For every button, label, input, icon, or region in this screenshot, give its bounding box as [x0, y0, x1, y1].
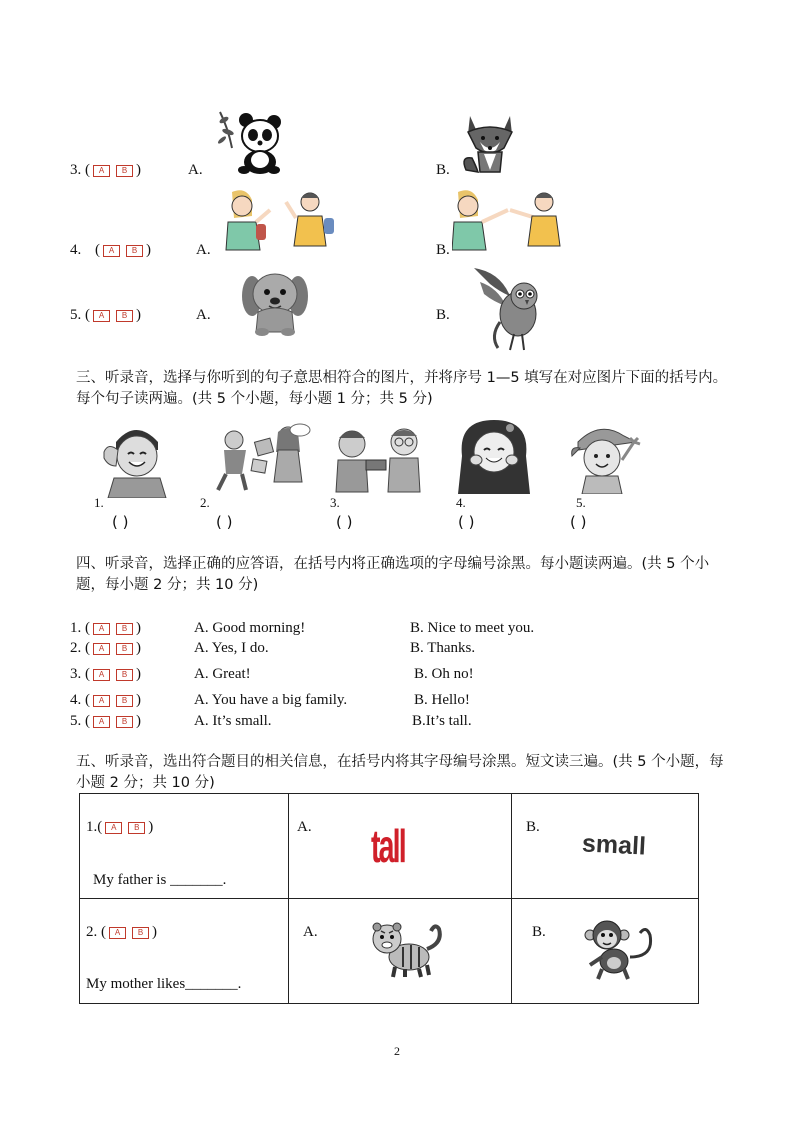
- s3-answer-blank-1[interactable]: ( ): [112, 513, 129, 531]
- paren: (: [95, 242, 100, 258]
- section-4-instructions: 四、听录音，选择正确的应答语，在括号内将正确选项的字母编号涂黑。每小题读两遍。(共 5 个小题，每小题 2 分；共 10 分): [76, 556, 710, 593]
- s3-answer-blank-5[interactable]: ( ): [570, 513, 587, 531]
- s3-num-2: 2.: [200, 495, 210, 510]
- s5-question-2: [86, 923, 157, 941]
- option-bubble-b[interactable]: B: [116, 165, 133, 177]
- paren: ): [136, 307, 141, 323]
- q2-num: 3.: [70, 162, 82, 178]
- q2-num: 5.: [70, 307, 82, 323]
- q2-option-a-label: A.: [196, 307, 211, 323]
- option-bubble-b[interactable]: B: [116, 643, 133, 655]
- paren: ): [148, 819, 154, 835]
- boy-listening-icon: [100, 422, 174, 498]
- option-bubble-a[interactable]: A: [105, 822, 122, 834]
- small-word: small: [581, 829, 647, 861]
- s5-question-1: [86, 818, 153, 836]
- option-bubble-a[interactable]: A: [93, 716, 110, 728]
- q2-option-b-label: B.: [436, 242, 450, 258]
- bird-icon: [470, 262, 546, 352]
- paren: (: [85, 162, 90, 178]
- s4-question-2: [70, 639, 141, 657]
- s4-num: 4.: [70, 692, 82, 708]
- paren: ): [136, 666, 141, 682]
- s4-option-b: B.It’s tall.: [412, 713, 472, 729]
- paren: (: [85, 692, 90, 708]
- s5-option-a-cell[interactable]: [289, 899, 512, 1004]
- s3-num-3: 3.: [330, 495, 340, 510]
- q2-num: 4.: [70, 242, 82, 258]
- s5-option-a-label: A.: [297, 819, 312, 835]
- panda-icon: [214, 108, 286, 176]
- paren: ): [136, 713, 141, 729]
- page-number: 2: [394, 1044, 400, 1058]
- s5-question-cell: [80, 794, 289, 899]
- monkey-icon: [584, 917, 656, 981]
- paren: ): [152, 924, 157, 940]
- q2-option-b-label: B.: [436, 307, 450, 323]
- q2-option-a-label: A.: [188, 162, 203, 178]
- option-bubble-b[interactable]: B: [116, 716, 133, 728]
- section-5-instructions: 五、听录音，选出符合题目的相关信息，在括号内将其字母编号涂黑。短文读三遍。(共 5 个小题，每小题 2 分；共 10 分): [76, 754, 724, 791]
- paren: (: [85, 666, 90, 682]
- s4-option-a: A. You have a big family.: [194, 692, 348, 708]
- option-bubble-b[interactable]: B: [126, 245, 143, 257]
- q2-option-b-label: B.: [436, 162, 450, 178]
- paren: (: [85, 620, 90, 636]
- s5-option-b-cell[interactable]: [512, 899, 699, 1004]
- option-bubble-a[interactable]: A: [93, 310, 110, 322]
- s4-option-b: B. Thanks.: [410, 640, 476, 656]
- s4-num: 1.: [70, 620, 82, 636]
- s4-question-5: [70, 712, 141, 730]
- s5-option-a-cell[interactable]: [289, 794, 512, 899]
- section-5-table: [79, 793, 699, 1004]
- dog-icon: [238, 270, 312, 336]
- tiger-icon: [369, 919, 445, 979]
- s4-option-a: A. Great!: [194, 666, 251, 682]
- fox-icon: [460, 112, 520, 176]
- s3-answer-blank-2[interactable]: ( ): [216, 513, 233, 531]
- s3-num-1: 1.: [94, 495, 104, 510]
- q2-option-a-label: A.: [196, 242, 211, 258]
- girl-smiling-icon: [454, 416, 534, 496]
- s4-question-3: [70, 665, 141, 683]
- s4-num: 3.: [70, 666, 82, 682]
- s4-option-b: B. Oh no!: [414, 666, 474, 682]
- option-bubble-a[interactable]: A: [109, 927, 126, 939]
- s3-num-4: 4.: [456, 495, 466, 510]
- paren: (: [97, 819, 103, 835]
- s4-option-a: A. It’s small.: [194, 713, 272, 729]
- two-boys-icon: [328, 426, 428, 494]
- option-bubble-a[interactable]: A: [93, 695, 110, 707]
- q2-row-3: [70, 161, 141, 179]
- option-bubble-b[interactable]: B: [116, 695, 133, 707]
- s4-question-1: [70, 619, 141, 637]
- kids-highfive-icon: [452, 188, 572, 252]
- kids-waving-icon: [222, 188, 354, 252]
- s5-option-b-label: B.: [526, 819, 540, 835]
- s5-sentence: My mother likes_______.: [86, 976, 242, 992]
- option-bubble-b[interactable]: B: [128, 822, 145, 834]
- section-3-instructions: 三、听录音，选择与你听到的句子意思相符合的图片，并将序号 1—5 填写在对应图片下面的括号内。每个句子读两遍。(共 5 个小题，每小题 1 分；共 5 分): [76, 370, 728, 407]
- s5-sentence: My father is _______.: [93, 872, 227, 888]
- paren: (: [101, 924, 106, 940]
- table-row: [80, 899, 699, 1004]
- s5-option-a-label: A.: [303, 924, 318, 940]
- option-bubble-b[interactable]: B: [116, 310, 133, 322]
- q2-row-4: [70, 241, 151, 259]
- paren: (: [85, 307, 90, 323]
- tall-word: tall: [371, 820, 405, 872]
- option-bubble-a[interactable]: A: [103, 245, 120, 257]
- option-bubble-a[interactable]: A: [93, 643, 110, 655]
- s4-option-b: B. Nice to meet you.: [410, 620, 535, 636]
- option-bubble-a[interactable]: A: [93, 623, 110, 635]
- s4-option-a: A. Good morning!: [194, 620, 306, 636]
- option-bubble-a[interactable]: A: [93, 165, 110, 177]
- s4-option-b: B. Hello!: [414, 692, 470, 708]
- s3-answer-blank-3[interactable]: ( ): [336, 513, 353, 531]
- s4-question-4: [70, 691, 141, 709]
- s5-option-b-cell[interactable]: [512, 794, 699, 899]
- option-bubble-b[interactable]: B: [132, 927, 149, 939]
- option-bubble-b[interactable]: B: [116, 669, 133, 681]
- s5-option-b-label: B.: [532, 924, 546, 940]
- option-bubble-a[interactable]: A: [93, 669, 110, 681]
- boy-cap-icon: [568, 420, 648, 494]
- paren: ): [136, 162, 141, 178]
- s4-option-a: A. Yes, I do.: [194, 640, 269, 656]
- s3-answer-blank-4[interactable]: ( ): [458, 513, 475, 531]
- s4-num: 5.: [70, 713, 82, 729]
- paren: ): [136, 692, 141, 708]
- paren: (: [85, 713, 90, 729]
- paren: ): [136, 620, 141, 636]
- s5-question-cell: [80, 899, 289, 1004]
- q2-row-5: [70, 306, 141, 324]
- s5-num: 2.: [86, 924, 98, 940]
- paren: ): [146, 242, 151, 258]
- s4-num: 2.: [70, 640, 82, 656]
- paren: ): [136, 640, 141, 656]
- kids-giving-gift-icon: [212, 422, 312, 494]
- s5-num: 1.: [86, 819, 98, 835]
- paren: (: [85, 640, 90, 656]
- option-bubble-b[interactable]: B: [116, 623, 133, 635]
- table-row: [80, 794, 699, 899]
- s3-num-5: 5.: [576, 495, 586, 510]
